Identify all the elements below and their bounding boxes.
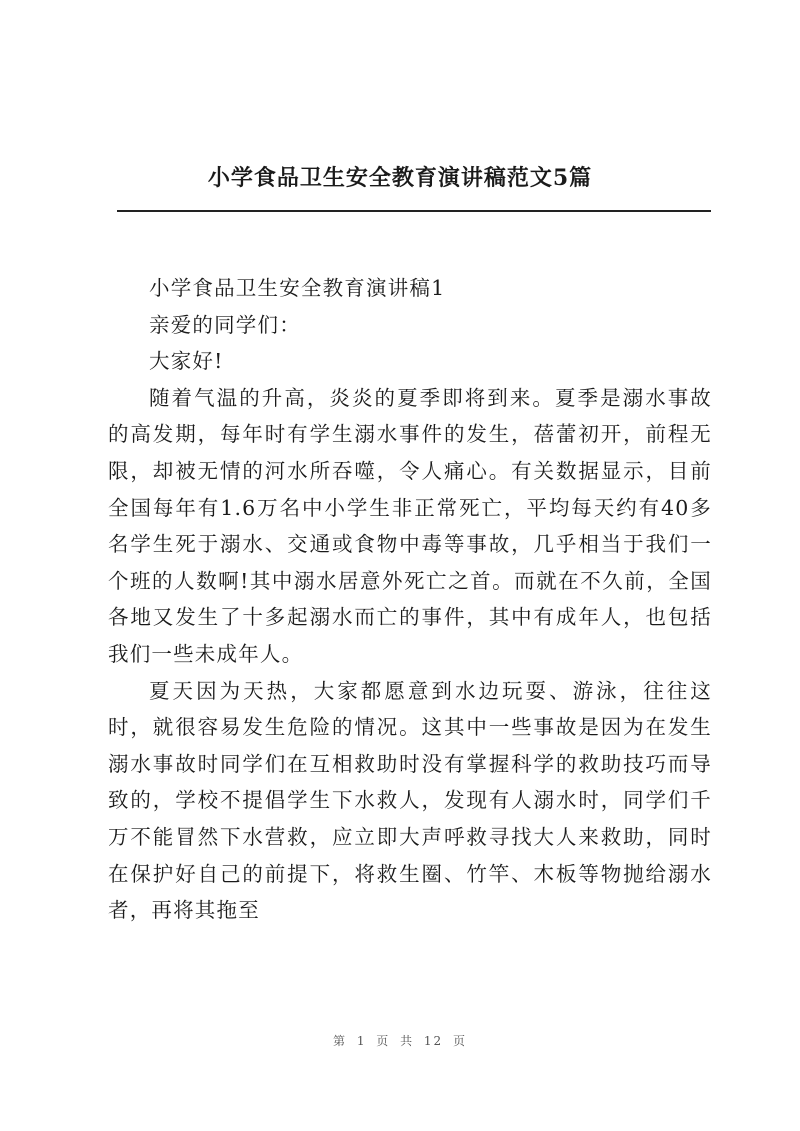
greeting: 大家好! [149,349,224,374]
section-heading: 小学食品卫生安全教育演讲稿1 [149,276,446,300]
title-divider [117,210,711,212]
salutation: 亲爱的同学们： [149,312,301,337]
page-footer: 第 1 页 共 12 页 [333,1034,467,1048]
body-paragraph: 夏天因为天热，大家都愿意到水边玩耍、游泳，往往这时，就很容易发生危险的情况。这其中一些事故是因为在发生溺水事故时同学们在互相救助时没有掌握科学的救助技巧而导致的，学校不提倡学生下水救人，发现有人溺水时，同学们千万不能冒然下水营救，应立即大声呼救寻找大人来救助，同时在保护好自己的前提下，将救生圈、竹竿、木板等物抛给溺水者，再将其拖至 [108,678,712,923]
document-body [108,270,712,929]
body-paragraph: 随着气温的升高，炎炎的夏季即将到来。夏季是溺水事故的高发期，每年时有学生溺水事件的发生，蓓蕾初开，前程无限，却被无情的河水所吞噬，令人痛心。有关数据显示，目前全国每年有1.6万名中小学生非正常死亡，平均每天约有40多名学生死于溺水、交通或食物中毒等事故，几乎相当于我们一个班的人数啊!其中溺水居意外死亡之首。而就在不久前，全国各地又发生了十多起溺水而亡的事件，其中有成年人，也包括我们一些未成年人。 [108,385,712,666]
document-title: 小学食品卫生安全教育演讲稿范文5篇 [207,165,593,191]
